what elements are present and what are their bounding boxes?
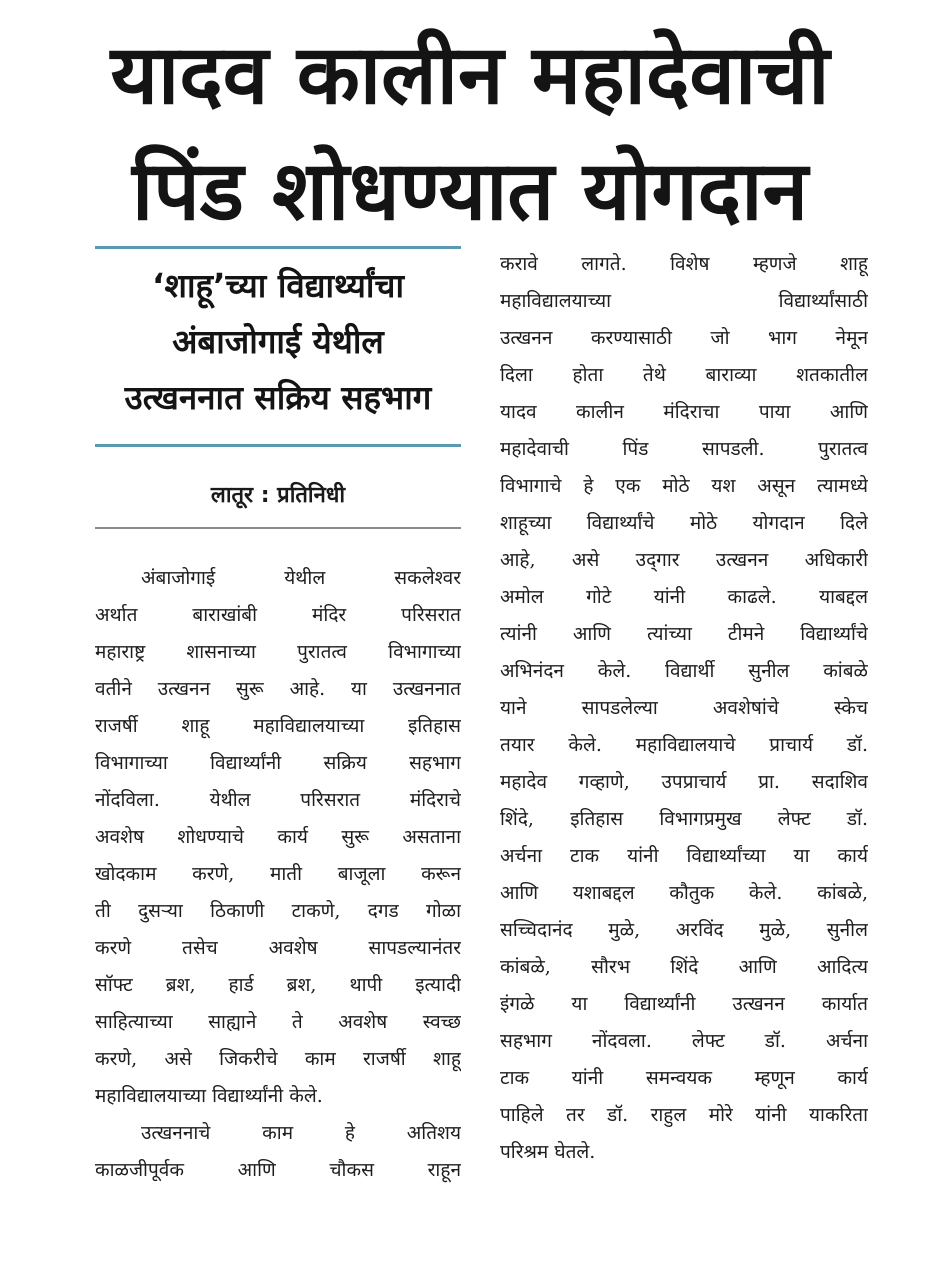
- article-line: पाहिले तर डॉ. राहुल मोरे यांनी याकरिता: [500, 1104, 868, 1126]
- article-column-left: [95, 560, 461, 1189]
- article-line: विभागाचे हे एक मोठे यश असून त्यामध्ये: [500, 475, 868, 497]
- article-line: महादेव गव्हाणे, उपप्राचार्य प्रा. सदाशिव: [500, 771, 868, 793]
- article-line: सॉफ्ट ब्रश, हार्ड ब्रश, थापी इत्यादी: [95, 974, 461, 996]
- article-line: साहित्याच्या साह्याने ते अवशेष स्वच्छ: [95, 1011, 461, 1033]
- article-line: शाहूच्या विद्यार्थ्यांचे मोठे योगदान दिले: [500, 512, 868, 534]
- article-line: करणे, असे जिकरीचे काम राजर्षी शाहू: [95, 1048, 461, 1070]
- article-line: अवशेष शोधण्याचे कार्य सुरू असताना: [95, 826, 461, 848]
- article-line: खोदकाम करणे, माती बाजूला करून: [95, 863, 461, 885]
- article-line: उत्खनन करण्यासाठी जो भाग नेमून: [500, 327, 868, 349]
- headline: [40, 18, 900, 250]
- article-line: उत्खननाचे काम हे अतिशय: [141, 1122, 461, 1144]
- article-line: ती दुसऱ्या ठिकाणी टाकणे, दगड गोळा: [95, 900, 461, 922]
- article-line: अमोल गोटे यांनी काढले. याबद्दल: [500, 586, 868, 608]
- article-line: शिंदे, इतिहास विभागप्रमुख लेफ्ट डॉ.: [500, 808, 868, 830]
- article-line: अर्थात बाराखांबी मंदिर परिसरात: [95, 604, 461, 626]
- article-line: वतीने उत्खनन सुरू आहे. या उत्खननात: [95, 678, 461, 700]
- article-line: टाक यांनी समन्वयक म्हणून कार्य: [500, 1067, 868, 1089]
- article-line: अर्चना टाक यांनी विद्यार्थ्यांच्या या कार्य: [500, 845, 868, 867]
- subheadline: [95, 258, 461, 426]
- article-line: अभिनंदन केले. विद्यार्थी सुनील कांबळे: [500, 660, 868, 682]
- article-line: काळजीपूर्वक आणि चौकस राहून: [95, 1159, 461, 1181]
- article-line: कांबळे, सौरभ शिंदे आणि आदित्य: [500, 956, 868, 978]
- subhead-top-rule: [95, 246, 461, 249]
- article-line: सहभाग नोंदवला. लेफ्ट डॉ. अर्चना: [500, 1030, 868, 1052]
- article-line: आणि यशाबद्दल कौतुक केले. कांबळे,: [500, 882, 868, 904]
- article-line: महाराष्ट्र शासनाच्या पुरातत्व विभागाच्या: [95, 641, 461, 663]
- article-line: सच्चिदानंद मुळे, अरविंद मुळे, सुनील: [500, 919, 868, 941]
- subheadline-line-3: उत्खननात सक्रिय सहभाग: [124, 378, 432, 417]
- article-line: त्यांनी आणि त्यांच्या टीमने विद्यार्थ्यांचे: [500, 623, 868, 645]
- article-line: आहे, असे उद्‌गार उत्खनन अधिकारी: [500, 549, 868, 571]
- byline: लातूर : प्रतिनिधी: [210, 483, 346, 508]
- headline-line-1: यादव कालीन महादेवाची: [110, 28, 830, 123]
- article-line: परिश्रम घेतले.: [500, 1141, 596, 1163]
- article-line: करणे तसेच अवशेष सापडल्यानंतर: [95, 937, 461, 959]
- article-line: दिला होता तेथे बाराव्या शतकातील: [500, 364, 868, 386]
- article-line: याने सापडलेल्या अवशेषांचे स्केच: [500, 697, 868, 719]
- article-line: यादव कालीन मंदिराचा पाया आणि: [500, 401, 868, 423]
- article-line: नोंदविला. येथील परिसरात मंदिराचे: [95, 789, 461, 811]
- article-column-right: [500, 246, 868, 1171]
- subheadline-line-2: अंबाजोगाई येथील: [172, 322, 384, 361]
- article-line: करावे लागते. विशेष म्हणजे शाहू: [500, 253, 868, 275]
- article-line: तयार केले. महाविद्यालयाचे प्राचार्य डॉ.: [500, 734, 868, 756]
- subhead-bottom-rule: [95, 444, 461, 447]
- article-line: महादेवाची पिंड सापडली. पुरातत्व: [500, 438, 868, 460]
- article-line: इंगळे या विद्यार्थ्यांनी उत्खनन कार्यात: [500, 993, 868, 1015]
- article-line: विभागाच्या विद्यार्थ्यांनी सक्रिय सहभाग: [95, 752, 461, 774]
- subheadline-line-1: ‘शाहू’च्या विद्यार्थ्यांचा: [152, 266, 404, 305]
- article-line: महाविद्यालयाच्या विद्यार्थ्यांसाठी: [500, 290, 868, 312]
- headline-line-2: पिंड शोधण्यात योगदान: [132, 144, 808, 239]
- article-line: राजर्षी शाहू महाविद्यालयाच्या इतिहास: [95, 715, 461, 737]
- article-line: महाविद्यालयाच्या विद्यार्थ्यांनी केले.: [95, 1085, 323, 1107]
- article-line: अंबाजोगाई येथील सकलेश्वर: [141, 567, 461, 589]
- byline-rule: [95, 527, 461, 529]
